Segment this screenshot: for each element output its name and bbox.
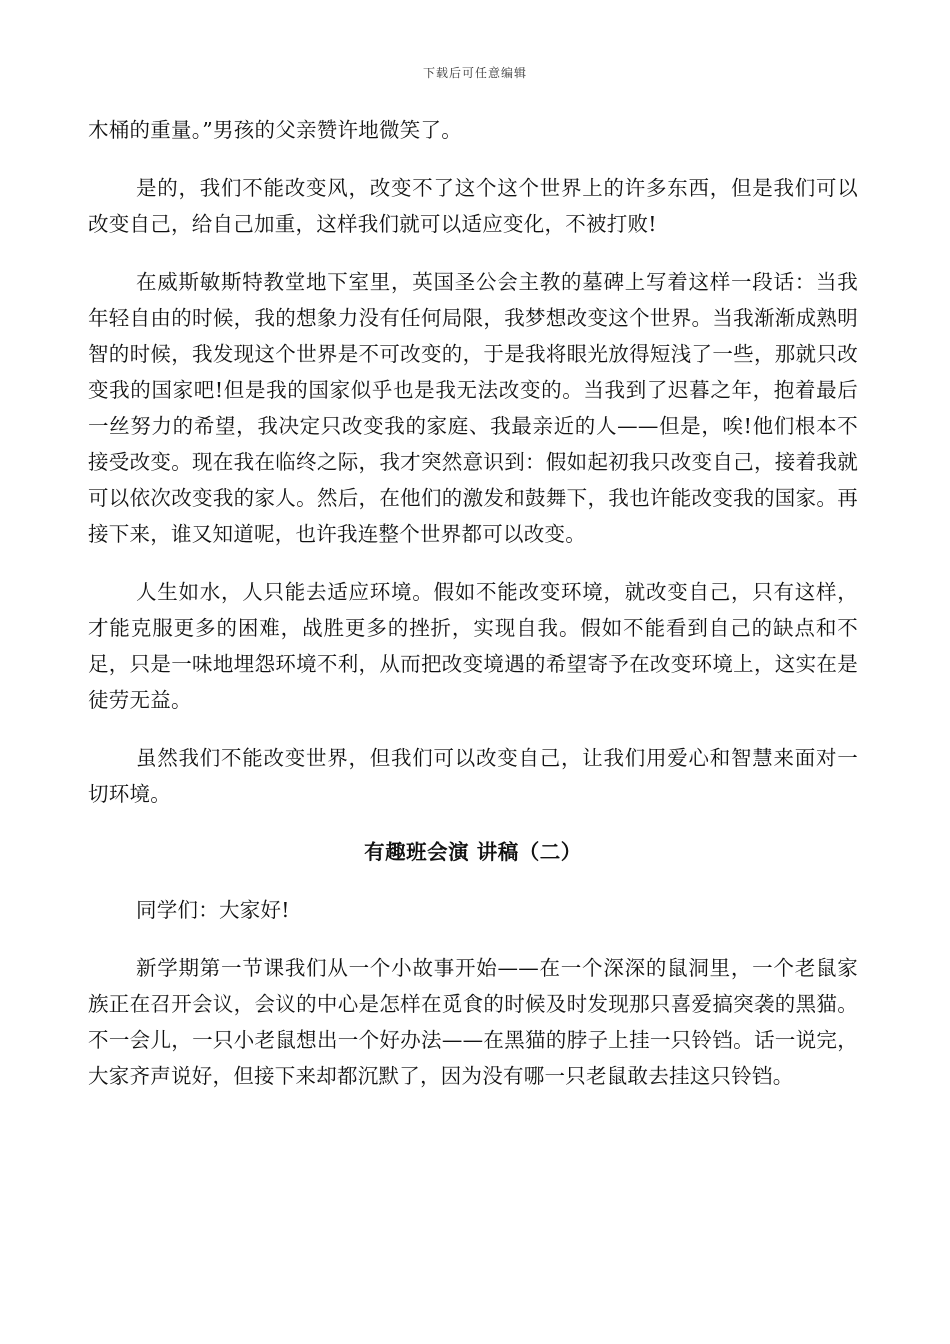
body-paragraph-3: 在威斯敏斯特教堂地下室里，英国圣公会主教的墓碑上写着这样一段话：当我年轻自由的时候，我的想象力没有任何局限，我梦想改变这个世界。当我渐渐成熟明智的时候，我发现这个世界是不可改变的，于是我将眼光放得短浅了一些，那就只改变我的国家吧!但是我的国家似乎也是我无法改变的。当我到了迟暮之年，抱着最后一丝努力的希望，我决定只改变我的家庭、我最亲近的人——但是，唉!他们根本不接受改变。现在我在临终之际，我才突然意识到：假如起初我只改变自己，接着我就可以依次改变我的家人。然后，在他们的激发和鼓舞下，我也许能改变我的国家。再接下来，谁又知道呢，也许我连整个世界都可以改变。: [88, 270, 858, 546]
page-header-note: 下载后可任意编辑: [422, 66, 527, 80]
body-paragraph-4: 人生如水，人只能去适应环境。假如不能改变环境，就改变自己，只有这样，才能克服更多的困难，战胜更多的挫折，实现自我。假如不能看到自己的缺点和不足，只是一味地埋怨环境不利，从而把改变境遇的希望寄予在改变环境上，这实在是徒劳无益。: [88, 580, 858, 712]
body-paragraph-2: 是的，我们不能改变风，改变不了这个这个世界上的许多东西，但是我们可以改变自己，给自己加重，这样我们就可以适应变化，不被打败!: [88, 176, 858, 236]
story-paragraph: 新学期第一节课我们从一个小故事开始——在一个深深的鼠洞里，一个老鼠家族正在召开会议，会议的中心是怎样在觅食的时候及时发现那只喜爱搞突袭的黑猫。不一会儿，一只小老鼠想出一个好办法——在黑猫的脖子上挂一只铃铛。话一说完，大家齐声说好，但接下来却都沉默了，因为没有哪一只老鼠敢去挂这只铃铛。: [88, 956, 858, 1088]
greeting-paragraph: 同学们：大家好!: [136, 898, 290, 922]
document-body: [88, 112, 858, 1116]
section-title: 有趣班会演 讲稿（二）: [364, 840, 582, 864]
body-paragraph-5: 虽然我们不能改变世界，但我们可以改变自己，让我们用爱心和智慧来面对一切环境。: [88, 746, 858, 806]
body-paragraph-1: 木桶的重量。”男孩的父亲赞许地微笑了。: [88, 118, 462, 142]
